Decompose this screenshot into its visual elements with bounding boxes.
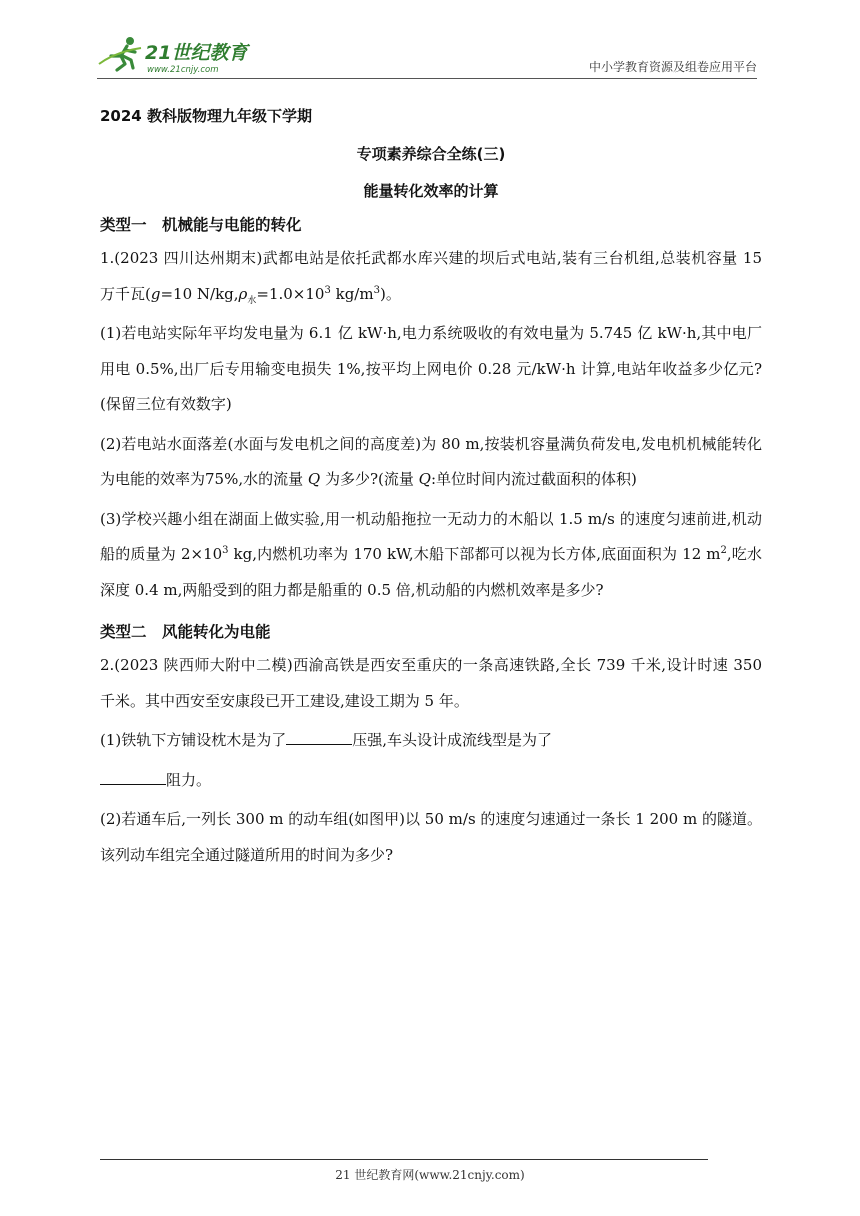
series-title: 2024 教科版物理九年级下学期	[100, 107, 312, 125]
logo-text: 21世纪教育	[145, 42, 248, 64]
answer-blank-2[interactable]	[100, 768, 166, 785]
question-2-part-2: (2)若通车后,一列长 300 m 的动车组(如图甲)以 50 m/s 的速度匀速通过一条长 1 200 m 的隧道。该列动车组完全通过隧道所用的时间为多少?	[100, 810, 762, 864]
page-header	[97, 30, 757, 80]
question-2-part-1: (1)铁轨下方铺设枕木是为了 压强,车头设计成流线型是为了	[100, 723, 762, 759]
header-divider	[97, 78, 757, 79]
section-heading-type2: 类型二 风能转化为电能	[100, 623, 271, 641]
question-2-intro: 2.(2023 陕西师大附中二模)西渝高铁是西安至重庆的一条高速铁路,全长 739 千米,设计时速 350 千米。其中西安至安康段已开工建设,建设工期为 5 年。	[100, 656, 762, 710]
question-1-intro: 1.(2023 四川达州期末)武都电站是依托武都水库兴建的坝后式电站,装有三台机组,总装机容量 15 万千瓦(g=10 $N/kg,\rho_水=1.0\times 10^3$ $kg/m^3$)。	[100, 249, 762, 306]
platform-tagline: 中小学教育资源及组卷应用平台	[588, 60, 757, 74]
question-1-part-1: (1)若电站实际年平均发电量为 6.1 亿 kW·h,电力系统吸收的有效电量为 5.745 亿 kW·h,其中电厂用电 0.5%,出厂后专用输变电损失 1%,按平均上网电价 0.28 元/kW·h 计算,电站年收益多少亿元?(保留三位有效数字)	[100, 324, 762, 413]
question-1-part-3: (3)学校兴趣小组在湖面上做实验,用一机动船拖拉一无动力的木船以 1.5 m/s 的速度匀速前进,机动船的质量为 $2\times 10^3$ kg,内燃机功率为 170 kW,木船下部都可以视为长方体,底面面积为 12 $m^2$,吃水深度 0.4 m,两船受到的阻力都是船重的 0.5 倍,机动船的内燃机效率是多少?	[100, 509, 762, 599]
doc-title: 专项素养综合全练(三)	[356, 145, 506, 163]
question-1-part-2: (2)若电站水面落差(水面与发电机之间的高度差)为 80 m,按装机容量满负荷发电,发电机机械能转化为电能的效率为75%,水的流量 Q 为多少?(流量 Q:单位时间内流过截面积的体积)	[100, 434, 762, 488]
footer-text: 21 世纪教育网(www.21cnjy.com)	[335, 1168, 525, 1182]
document-body	[100, 96, 762, 873]
question-2-part-1-cont: 阻力。	[100, 763, 762, 799]
section-heading-type1: 类型一 机械能与电能的转化	[100, 216, 302, 234]
answer-blank-1[interactable]	[286, 728, 352, 745]
site-logo	[97, 34, 257, 76]
doc-subtitle: 能量转化效率的计算	[363, 182, 499, 200]
footer-divider	[100, 1159, 708, 1160]
logo-url: www.21cnjy.com	[147, 65, 219, 75]
